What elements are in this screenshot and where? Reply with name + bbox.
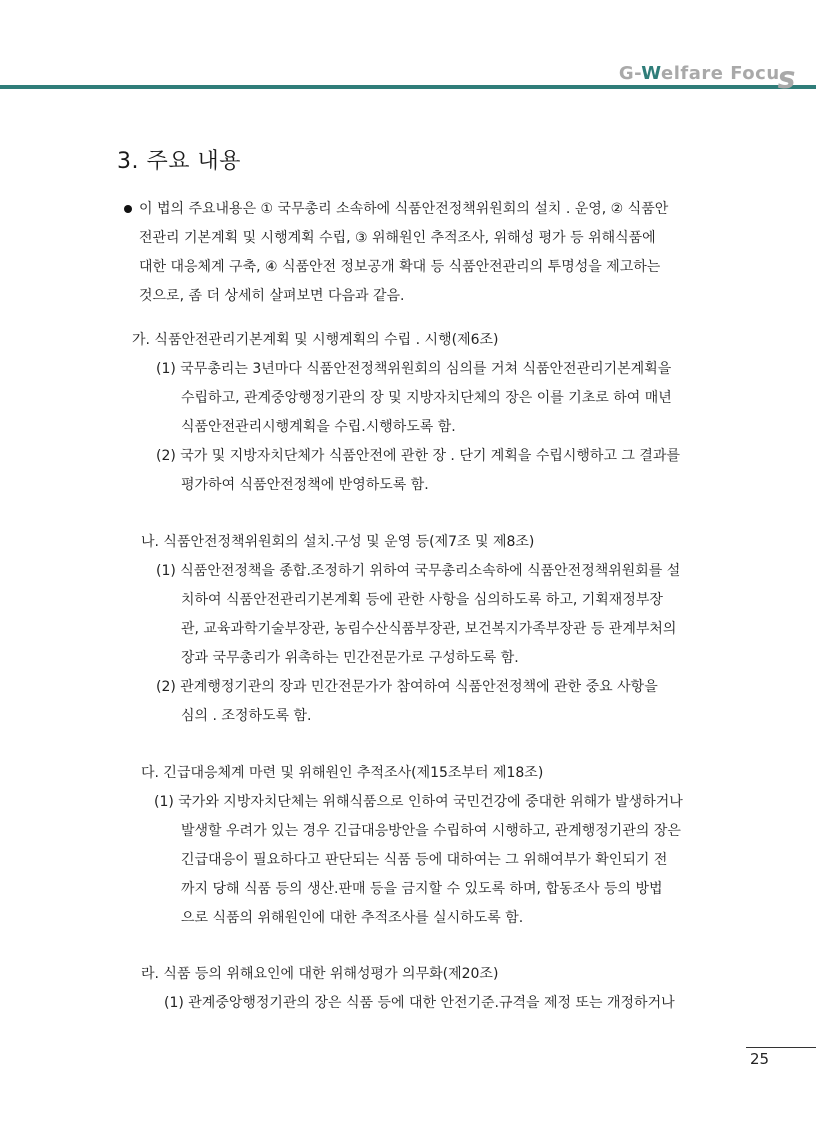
section-title: 3. 주요 내용: [117, 149, 241, 174]
brand-logo: [618, 61, 796, 96]
item-heading-na: 나. 식품안전정책위원회의 설치.구성 및 운영 등(제7조 및 제8조): [141, 534, 535, 550]
item-line: (1) 식품안전정책을 종합.조정하기 위하여 국무총리소속하에 식품안전정책위원회를 설: [156, 563, 681, 579]
item-line: 치하여 식품안전관리기본계획 등에 관한 사항을 심의하도록 하고, 기획재정부장: [181, 592, 663, 608]
brand-rest: elfare Focu: [661, 63, 780, 84]
item-line: (2) 관계행정기관의 장과 민간전문가가 참여하여 식품안전정책에 관한 중요 사항을: [156, 679, 658, 695]
item-line: 까지 당해 식품 등의 생산.판매 등을 금지할 수 있도록 하며, 합동조사 등의 방법: [181, 881, 663, 897]
brand-prefix: G-: [618, 63, 642, 84]
item-line: 발생할 우려가 있는 경우 긴급대응방안을 수립하여 시행하고, 관계행정기관의 장은: [181, 823, 681, 839]
item-heading-ra: 라. 식품 등의 위해요인에 대한 위해성평가 의무화(제20조): [141, 966, 499, 982]
item-line: (1) 관계중앙행정기관의 장은 식품 등에 대한 안전기준.규격을 제정 또는 개정하거나: [164, 995, 675, 1011]
intro-line: 것으로, 좀 더 상세히 살펴보면 다음과 같음.: [139, 288, 405, 304]
item-heading-ga: 가. 식품안전관리기본계획 및 시행계획의 수립 . 시행(제6조): [132, 332, 499, 348]
brand-w: W: [641, 63, 662, 84]
footer-rule: [746, 1047, 816, 1048]
intro-line: 이 법의 주요내용은 ① 국무총리 소속하에 식품안전정책위원회의 설치 . 운영, ② 식품안: [139, 201, 669, 217]
item-line: 긴급대응이 필요하다고 판단되는 식품 등에 대하여는 그 위해여부가 확인되기 전: [181, 852, 668, 868]
item-line: 으로 식품의 위해원인에 대한 추적조사를 실시하도록 함.: [181, 910, 524, 926]
page-number: 25: [750, 1050, 770, 1068]
item-line: 장과 국무총리가 위촉하는 민간전문가로 구성하도록 함.: [181, 650, 519, 666]
intro-line: 전관리 기본계획 및 시행계획 수립, ③ 위해원인 추적조사, 위해성 평가 등 위해식품에: [139, 230, 656, 246]
intro-line: 대한 대응체계 구축, ④ 식품안전 정보공개 확대 등 식품안전관리의 투명성을 제고하는: [139, 259, 661, 275]
brand-tail: s: [777, 61, 796, 96]
item-line: 평가하여 식품안전정책에 반영하도록 함.: [181, 477, 429, 493]
header-rule: [0, 85, 816, 89]
item-heading-da: 다. 긴급대응체계 마련 및 위해원인 추적조사(제15조부터 제18조): [141, 765, 544, 781]
item-line: 심의 . 조정하도록 함.: [181, 708, 312, 724]
item-line: 식품안전관리시행계획을 수립.시행하도록 함.: [181, 419, 456, 435]
item-line: 관, 교육과학기술부장관, 농림수산식품부장관, 보건복지가족부장관 등 관계부처의: [181, 621, 677, 637]
item-line: (2) 국가 및 지방자치단체가 식품안전에 관한 장 . 단기 계획을 수립시행하고 그 결과를: [156, 448, 680, 464]
bullet-icon: [124, 205, 132, 213]
item-line: 수립하고, 관계중앙행정기관의 장 및 지방자치단체의 장은 이를 기초로 하여 매년: [181, 390, 672, 406]
item-line: (1) 국무총리는 3년마다 식품안전정책위원회의 심의를 거쳐 식품안전관리기본계획을: [156, 361, 672, 377]
item-line: (1) 국가와 지방자치단체는 위해식품으로 인하여 국민건강에 중대한 위해가 발생하거나: [154, 794, 683, 810]
